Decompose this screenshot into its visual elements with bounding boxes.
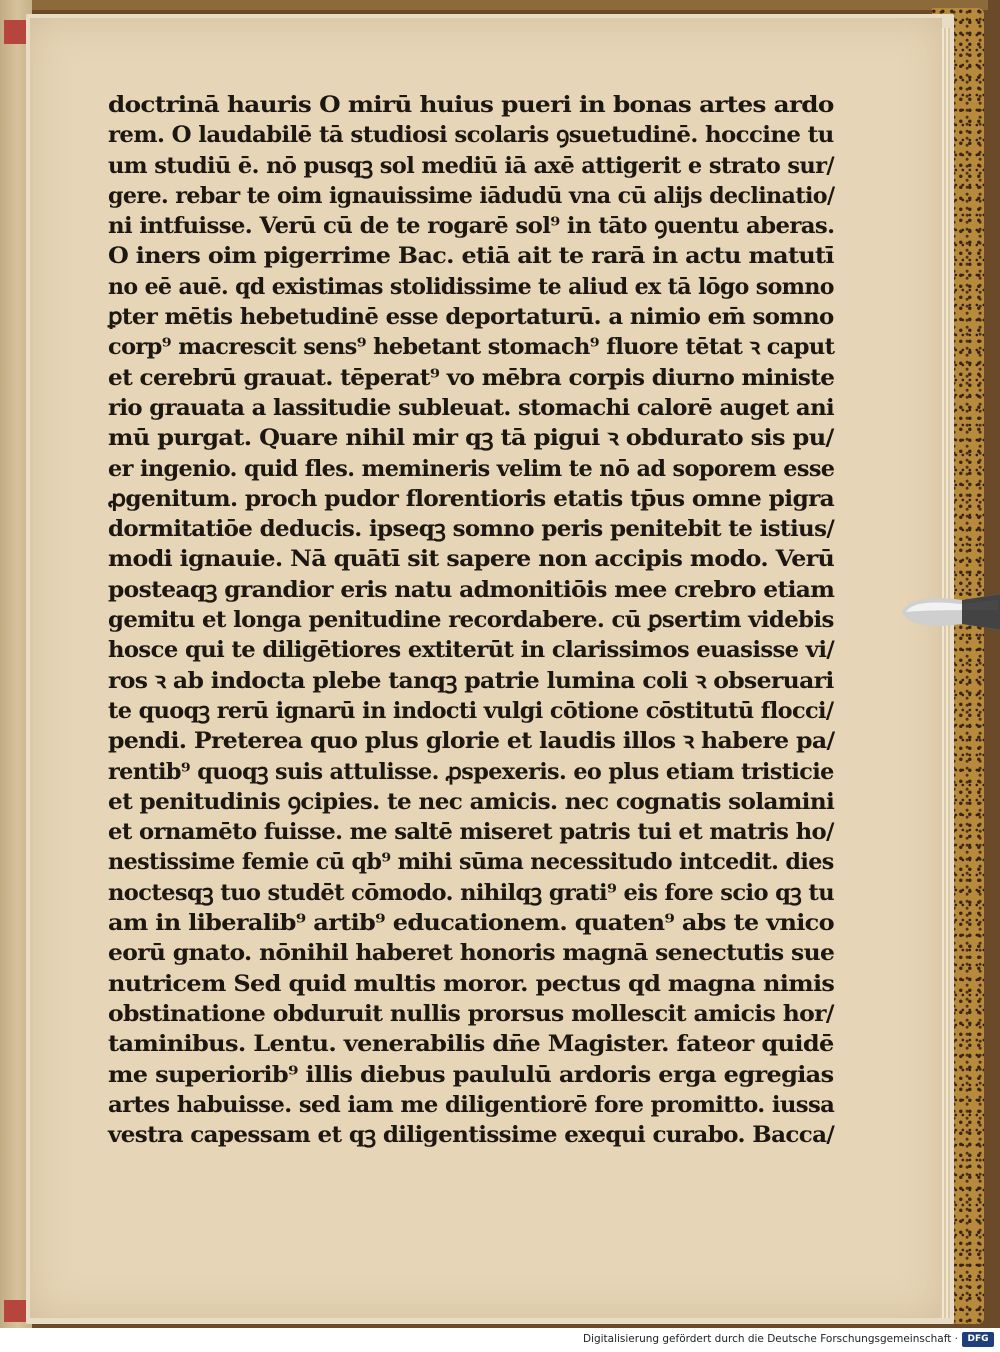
- text-line: gemitu et longa penitudine recordabere. cū ꝑsertim videbis: [108, 607, 834, 634]
- text-line: ꝑter mētis hebetudinē esse deportaturū. a nimio em̄ somno: [108, 304, 834, 331]
- footer-bar: [0, 1328, 1000, 1352]
- page-text-block: [108, 90, 834, 1150]
- text-line: am in liberalib⁹ artib⁹ educationem. quaten⁹ abs te vnico: [108, 910, 834, 937]
- text-line: et ornamēto fuisse. me saltē miseret patris tui et matris ho/: [108, 819, 834, 846]
- text-line: modi ignauie. Nā quātī sit sapere non accipis modo. Verū: [108, 546, 835, 573]
- text-line: rio grauata a lassitudie subleuat. stomachi calorē auget ani: [108, 394, 835, 421]
- text-line: me superiorib⁹ illis diebus paululū ardoris erga egregias: [108, 1061, 834, 1088]
- text-line: ꝓgenitum. proch pudor florentioris etatis tp̄us omne pigra: [108, 485, 835, 512]
- text-line: doctrinā hauris O mirū huius pueri in bonas artes ardo: [108, 92, 834, 118]
- board-top-edge: [8, 0, 988, 10]
- text-line: O iners oim pigerrime Bac. etiā ait te rarā in actu matutī: [108, 243, 834, 270]
- text-line: ros ꝛ ab indocta plebe tanqꝫ patrie lumina coli ꝛ obseruari: [108, 667, 834, 694]
- text-line: er ingenio. quid fles. memineris velim te nō ad soporem esse: [108, 455, 835, 482]
- text-line: no eē auē. qd existimas stolidissime te aliud ex tā lōgo somno: [108, 273, 834, 300]
- text-line: mū purgat. Quare nihil mir qꝫ tā pigui ꝛ obdurato sis pu/: [108, 425, 834, 452]
- text-line: posteaqꝫ grandior eris natu admonitiōis mee crebro etiam: [108, 576, 835, 603]
- text-line: pendi. Preterea quo plus glorie et laudis illos ꝛ habere pa/: [108, 728, 835, 755]
- dfg-logo: DFG: [962, 1332, 994, 1347]
- page-edges: [940, 28, 950, 1318]
- text-line: nestissime femie cū qb⁹ mihi sūma necessitudo intcedit. dies: [108, 849, 834, 876]
- bookmark-tab-icon: [902, 590, 1000, 634]
- text-line: obstinatione obduruit nullis prorsus mollescit amicis hor/: [108, 1000, 834, 1027]
- funding-credit: Digitalisierung gefördert durch die Deutsche Forschungsgemeinschaft ·: [582, 1333, 958, 1345]
- text-line: rentib⁹ quoqꝫ suis attulisse. ꝓspexeris. eo plus etiam tristicie: [108, 758, 834, 785]
- text-line: eorū gnato. nōnihil haberet honoris magnā senectutis sue: [108, 940, 835, 967]
- text-line: ni intfuisse. Verū cū de te rogarē sol⁹ in tāto ꝯuentu aberas.: [108, 213, 835, 240]
- text-line: rem. O laudabilē tā studiosi scolaris ꝯsuetudinē. hoccine tu: [108, 122, 834, 149]
- text-line: hosce qui te diligētiores extiterūt in clarissimos euasisse vi/: [108, 637, 835, 664]
- text-line: nutricem Sed quid multis moror. pectus qd magna nimis: [108, 970, 835, 997]
- text-line: et cerebrū grauat. tēperat⁹ vo mēbra corpis diurno ministe: [108, 364, 835, 391]
- text-line: gere. rebar te oim ignauissime iādudū vna cū alijs declinatio/: [108, 182, 835, 209]
- text-line: corp⁹ macrescit sens⁹ hebetant stomach⁹ fluore tētat ꝛ caput: [108, 334, 835, 361]
- text-line: artes habuisse. sed iam me diligentiorē fore promitto. iussa: [108, 1091, 835, 1118]
- text-line: noctesqꝫ tuo studēt cōmodo. nihilqꝫ grati⁹ eis fore scio qꝫ tu: [108, 879, 835, 906]
- text-line: um studiū ē. nō pusqꝫ sol mediū iā axē attigerit e strato sur/: [108, 152, 835, 179]
- text-line: taminibus. Lentu. venerabilis dn̄e Magister. fateor quidē: [108, 1031, 834, 1058]
- text-line: dormitatiōe deducis. ipseqꝫ somno peris penitebit te istius/: [108, 516, 835, 543]
- text-line: te quoqꝫ rerū ignarū in indocti vulgi cōtione cōstitutū flocci/: [108, 697, 834, 724]
- text-line: et penitudinis ꝯcipies. te nec amicis. nec cognatis solamini: [108, 788, 835, 815]
- text-line: vestra capessam et qꝫ diligentissime exequi curabo. Bacca/: [108, 1122, 835, 1149]
